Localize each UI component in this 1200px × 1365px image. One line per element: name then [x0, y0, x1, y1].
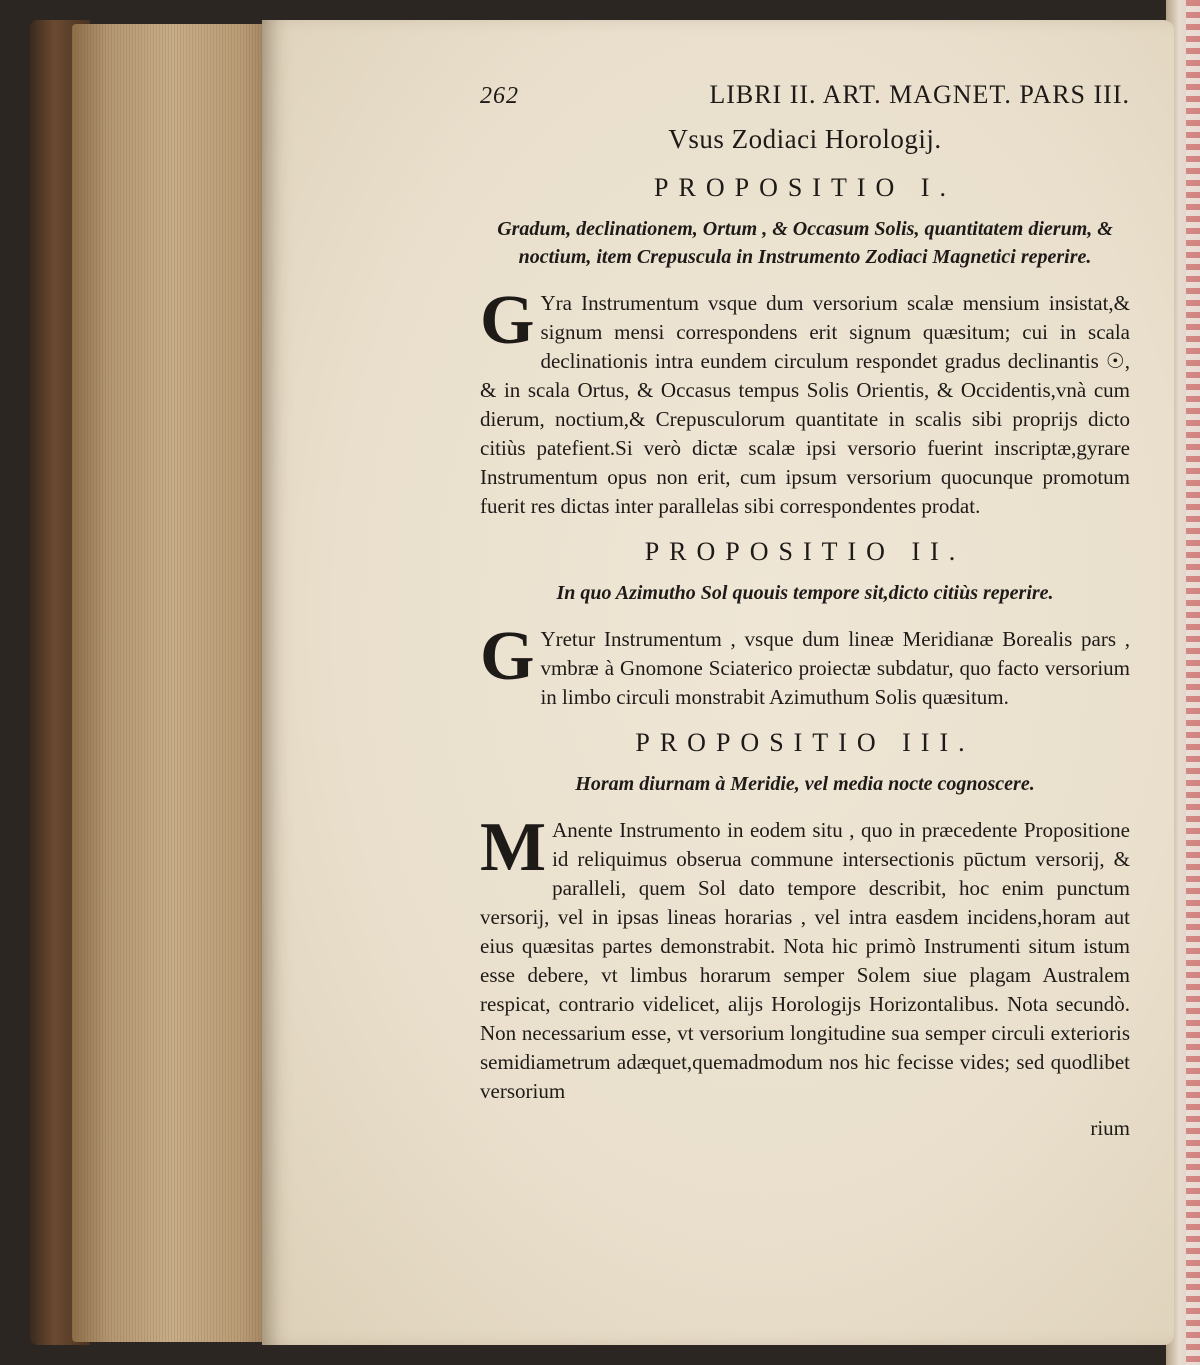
drop-cap: G: [480, 282, 535, 359]
proposition-text: [480, 809, 1130, 1106]
running-title: LIBRI II. ART. MAGNET. PARS III.: [709, 80, 1130, 109]
proposition-subtitle: Gradum, declinationem, Ortum , & Occasum Solis, quantitatem dierum, & noctium, item Crepuscula in Instrumento Zodiaci Magnetici reperire.: [497, 218, 1113, 268]
section-title: Vsus Zodiaci Horologij.: [668, 124, 942, 154]
proposition-heading: PROPOSITIO II.: [644, 537, 966, 566]
running-head: [480, 80, 1130, 110]
proposition-body: Anente Instrumento in eodem situ , quo in præcedente Propositione id reliquimus obserua commune intersectionis pūctum versorij, & paralleli, quem Sol dato tempore describit, hoc enim punctum versorij, vel in ipsas lineas horarias , vel intra easdem incidens,horam aut eius quæsitas partes demonstrabit. Nota hic primò Instrumenti situm istum esse debere, vt limbus horarum semper Solem siue plagam Australem respicat, contrario videlicet, alijs Horologijs Horizontalibus. Nota secundò. Non necessarium esse, vt versorium longitudine sua semper circuli exterioris semidiametrum adæquet,quemadmodum nos hic fecisse vides; sed quodlibet versorium: [480, 818, 1130, 1103]
red-ribbon-stripe: [1186, 0, 1200, 1365]
page-number: 262: [480, 83, 519, 109]
proposition-2: [480, 537, 1130, 712]
proposition-body: Yretur Instrumentum , vsque dum lineæ Meridianæ Borealis pars , vmbræ à Gnomone Sciaterico proiectæ subdatur, quo facto versorium in limbo circuli monstrabit Azimuthum Solis quæsitum.: [540, 627, 1130, 709]
page-fore-edges: [72, 24, 272, 1342]
catchword: rium: [1090, 1116, 1130, 1140]
proposition-subtitle: In quo Azimutho Sol quouis tempore sit,dicto citiùs reperire.: [556, 582, 1054, 604]
drop-cap: M: [480, 809, 547, 886]
drop-cap: G: [480, 618, 535, 695]
proposition-1: [480, 173, 1130, 521]
proposition-heading: PROPOSITIO III.: [635, 728, 975, 757]
proposition-text: [480, 282, 1130, 521]
proposition-body: Yra Instrumentum vsque dum versorium scalæ mensium insistat,& signum mensi correspondens erit signum quæsitum; cui in scala declinationis intra eundem circulum respondet gradus declinantis ☉, & in scala Ortus, & Occasus tempus Solis Orientis, & Occidentis,vnà cum dierum, noctium,& Crepusculorum quantitate in scalis sibi proprijs dicto citiùs patefient.Si verò dictæ scalæ ipsi versorio fuerint inscriptæ,gyrare Instrumentum opus non erit, cum ipsum versorium quocunque promotum fuerit res dictas inter parallelas sibi correspondentes prodat.: [480, 291, 1130, 518]
page-content: [480, 80, 1130, 1141]
proposition-text: [480, 618, 1130, 712]
proposition-heading: PROPOSITIO I.: [654, 173, 956, 202]
proposition-subtitle: Horam diurnam à Meridie, vel media nocte cognoscere.: [575, 773, 1035, 795]
proposition-3: [480, 728, 1130, 1106]
